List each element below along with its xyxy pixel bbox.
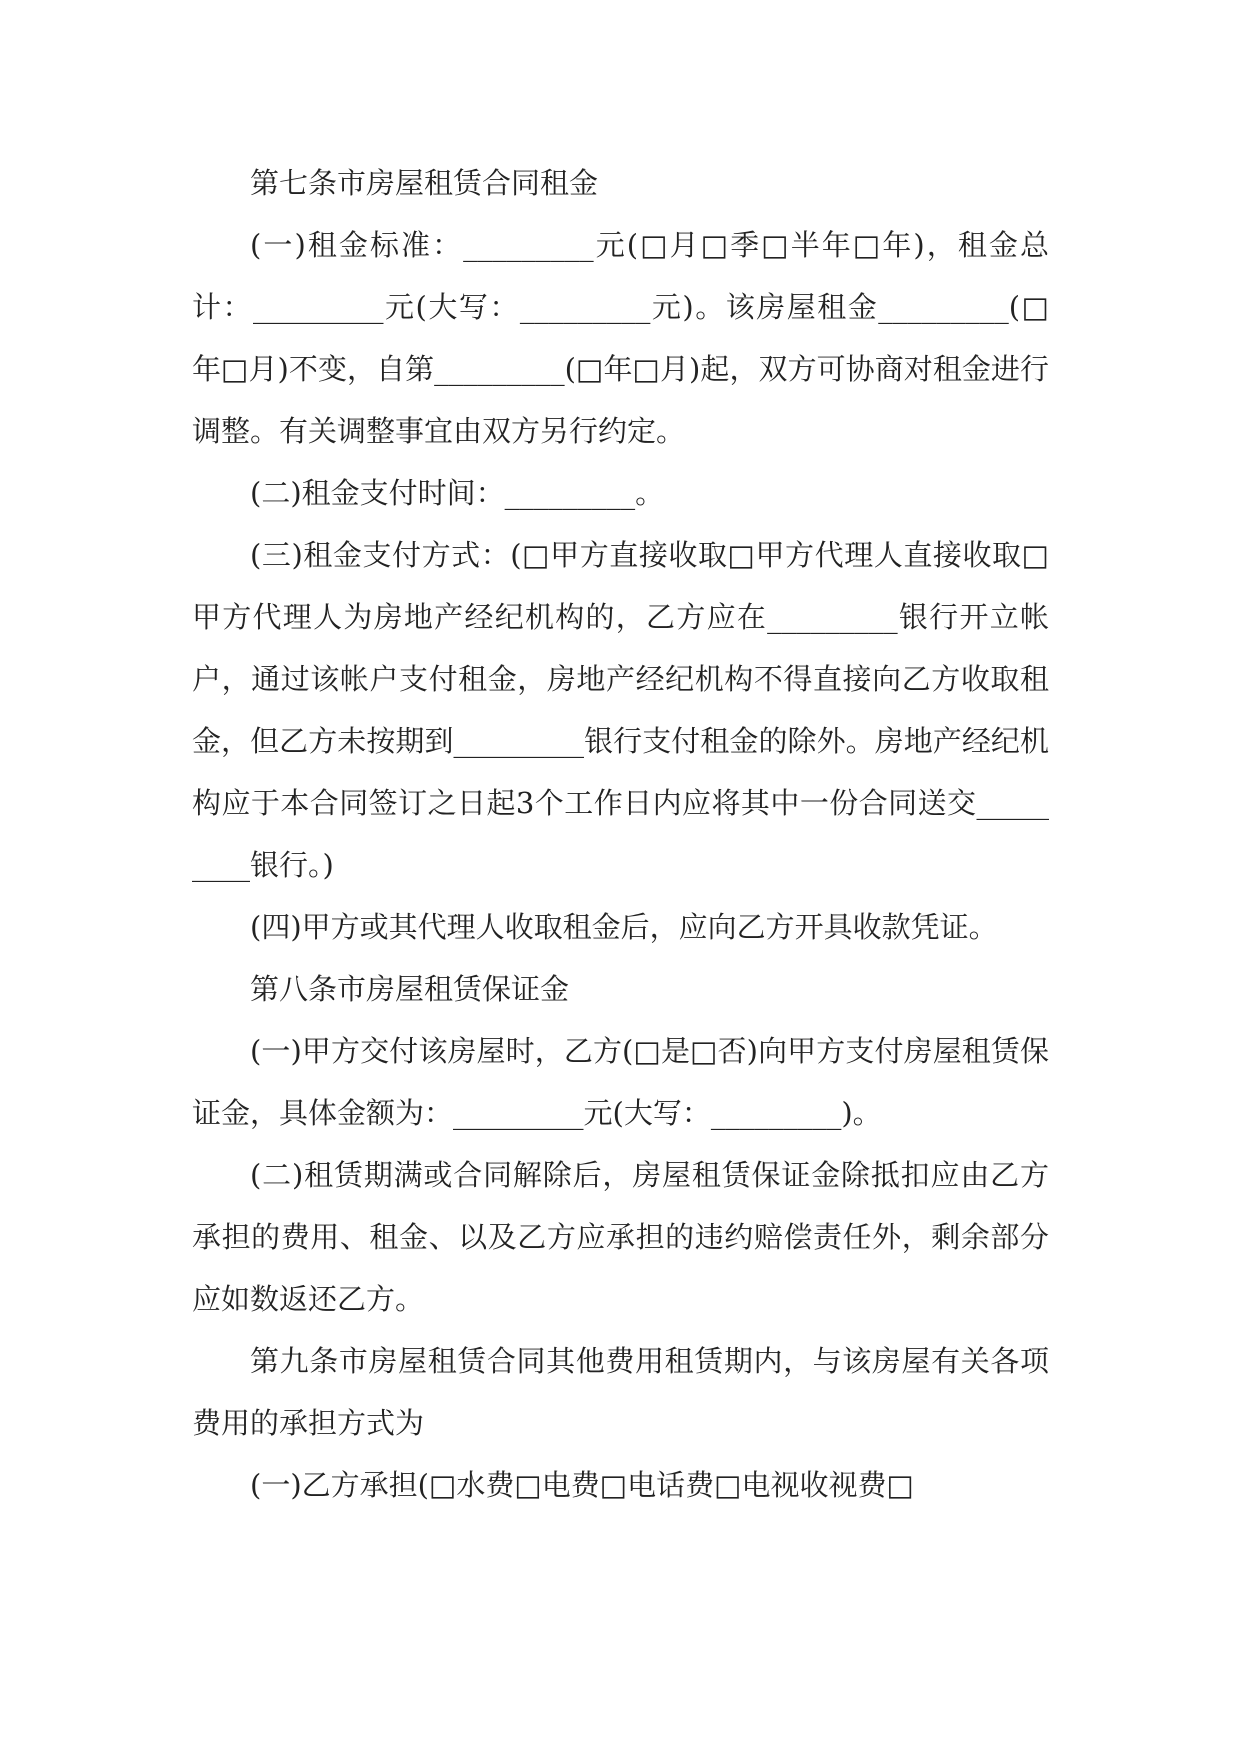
article-7-clause-2: (二)租金支付时间：_________。 <box>250 476 665 510</box>
article-8-clause-1: (一)甲方交付该房屋时，乙方(□是□否)向甲方支付房屋租赁保证金，具体金额为：_________元(大写：_________)。 <box>192 1034 1049 1130</box>
article-7-heading: 第七条市房屋租赁合同租金 <box>250 166 599 200</box>
article-7-clause-3: (三)租金支付方式：(□甲方直接收取□甲方代理人直接收取□甲方代理人为房地产经纪机构的，乙方应在_________银行开立帐户，通过该帐户支付租金，房地产经纪机构不得直接向乙方收取租金，但乙方未按期到_________银行支付租金的除外。房地产经纪机构应于本合同签订之日起3个工作日内应将其中一份合同送交_________银行。) <box>192 538 1049 882</box>
article-9-heading: 第九条市房屋租赁合同其他费用租赁期内，与该房屋有关各项费用的承担方式为 <box>192 1344 1049 1440</box>
article-7-clause-1: (一)租金标准：_________元(□月□季□半年□年)，租金总计：_________元(大写：_________元)。该房屋租金_________(□年□月)不变，自第_________(□年□月)起，双方可协商对租金进行调整。有关调整事宜由双方另行约定。 <box>192 228 1049 448</box>
article-7-clause-4: (四)甲方或其代理人收取租金后，应向乙方开具收款凭证。 <box>250 910 998 944</box>
contract-text <box>192 152 1049 1516</box>
article-8-clause-2: (二)租赁期满或合同解除后，房屋租赁保证金除抵扣应由乙方承担的费用、租金、以及乙方应承担的违约赔偿责任外，剩余部分应如数返还乙方。 <box>192 1158 1049 1316</box>
article-8-heading: 第八条市房屋租赁保证金 <box>250 972 570 1006</box>
article-9-clause-1: (一)乙方承担(□水费□电费□电话费□电视收视费□ <box>250 1468 914 1502</box>
